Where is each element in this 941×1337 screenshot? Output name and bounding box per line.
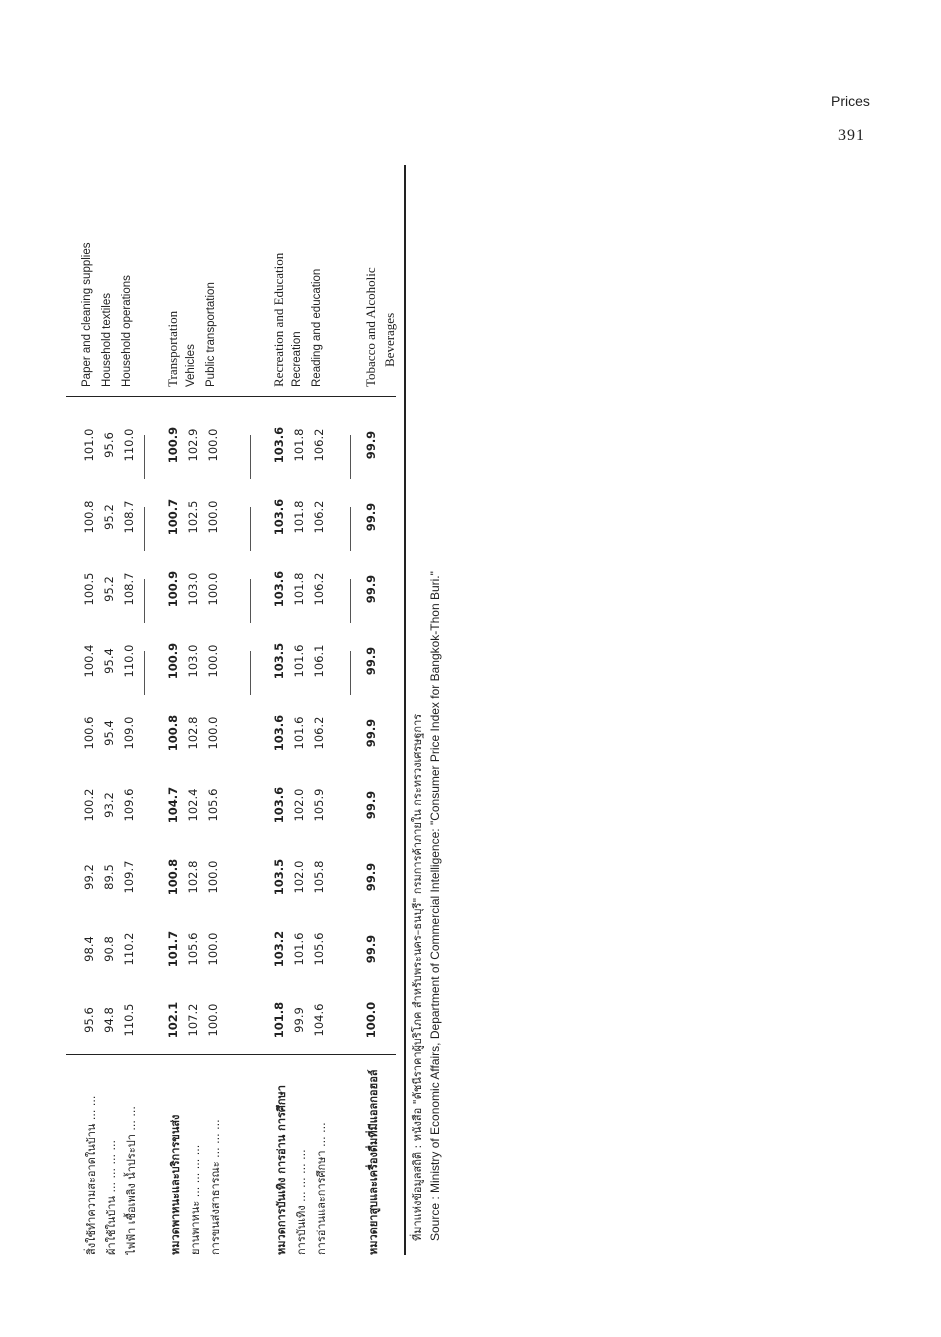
table-cell: 99.9 xyxy=(364,574,378,604)
table-cell: 100.0 xyxy=(206,716,220,750)
row-label-english: Recreation and Education xyxy=(271,252,286,387)
table-cell: 99.9 xyxy=(364,790,378,820)
table-cell: 100.8 xyxy=(166,858,180,896)
table-cell: 102.8 xyxy=(186,860,200,894)
table-bottom-rule xyxy=(404,165,406,1255)
page-number: 391 xyxy=(838,127,865,144)
table-cell: 103.0 xyxy=(186,572,200,606)
table-cell: 99.9 xyxy=(292,1007,306,1033)
table-cell: 101.8 xyxy=(292,572,306,606)
table-cell: 100.0 xyxy=(206,644,220,678)
row-separator xyxy=(144,435,145,479)
table-cell: 110.2 xyxy=(122,932,136,966)
row-label-thai: หมวดยาสูบและเครื่องดื่มที่มีแอลกอฮอล์ xyxy=(367,1069,380,1255)
table-cell: 99.9 xyxy=(364,430,378,460)
table-cell: 100.0 xyxy=(206,932,220,966)
table-cell: 106.2 xyxy=(312,572,326,606)
table-cell: 100.0 xyxy=(206,500,220,534)
table-cell: 101.0 xyxy=(82,428,96,462)
table-cell: 100.2 xyxy=(82,788,96,822)
table-cell: 102.5 xyxy=(186,500,200,534)
table-cell: 109.0 xyxy=(122,716,136,750)
table-cell: 99.9 xyxy=(364,718,378,748)
row-separator xyxy=(350,507,351,551)
table-cell: 105.8 xyxy=(312,860,326,894)
table-cell: 107.2 xyxy=(186,1003,200,1037)
table-cell: 100.5 xyxy=(82,572,96,606)
row-label-thai: ยานพาหนะ ... ... ... ... xyxy=(189,1144,202,1255)
page-section-label: Prices xyxy=(831,93,870,109)
table-right-rule xyxy=(66,396,396,397)
table-cell: 100.9 xyxy=(166,642,180,680)
table-cell: 100.0 xyxy=(206,428,220,462)
table-cell: 104.6 xyxy=(312,1003,326,1037)
table-cell: 109.6 xyxy=(122,788,136,822)
table-cell: 99.9 xyxy=(364,862,378,892)
table-cell: 94.8 xyxy=(102,1007,116,1033)
table-cell: 101.6 xyxy=(292,932,306,966)
table-cell: 102.4 xyxy=(186,788,200,822)
rotated-table-page xyxy=(64,165,464,1255)
table-cell: 100.6 xyxy=(82,716,96,750)
table-cell: 99.9 xyxy=(364,934,378,964)
row-separator xyxy=(250,579,251,623)
table-cell: 100.8 xyxy=(82,500,96,534)
table-cell: 89.5 xyxy=(102,864,116,890)
table-cell: 106.2 xyxy=(312,428,326,462)
table-cell: 106.2 xyxy=(312,716,326,750)
table-cell: 101.6 xyxy=(292,644,306,678)
table-cell: 100.4 xyxy=(82,644,96,678)
table-cell: 95.4 xyxy=(102,720,116,746)
table-cell: 93.2 xyxy=(102,792,116,818)
table-cell: 100.7 xyxy=(166,498,180,536)
table-cell: 103.2 xyxy=(272,930,286,968)
row-separator xyxy=(250,651,251,695)
table-cell: 104.7 xyxy=(166,786,180,824)
row-label-english: Household operations xyxy=(121,275,133,387)
row-label-thai: ผ้าใช้ในบ้าน ... ... ... ... xyxy=(105,1140,118,1255)
table-cell: 102.1 xyxy=(166,1001,180,1039)
table-cell: 103.6 xyxy=(272,786,286,824)
row-label-english: Household textiles xyxy=(101,293,113,387)
table-cell: 103.6 xyxy=(272,498,286,536)
table-cell: 95.2 xyxy=(102,504,116,530)
row-separator xyxy=(350,579,351,623)
table-cell: 101.7 xyxy=(166,930,180,968)
table-cell: 103.6 xyxy=(272,426,286,464)
row-separator xyxy=(250,435,251,479)
row-label-english: Tobacco and Alcoholic xyxy=(363,267,378,387)
row-separator xyxy=(250,507,251,551)
table-cell: 102.8 xyxy=(186,716,200,750)
table-cell: 102.0 xyxy=(292,860,306,894)
table-cell: 101.8 xyxy=(272,1001,286,1039)
table-cell: 100.9 xyxy=(166,570,180,608)
row-label-english-continued: Beverages xyxy=(382,312,397,367)
table-cell: 90.8 xyxy=(102,936,116,962)
table-cell: 95.4 xyxy=(102,648,116,674)
row-label-thai: การขนส่งสาธารณะ ... ... ... xyxy=(209,1119,222,1255)
table-cell: 95.2 xyxy=(102,576,116,602)
table-cell: 105.9 xyxy=(312,788,326,822)
table-cell: 109.7 xyxy=(122,860,136,894)
table-cell: 103.5 xyxy=(272,858,286,896)
table-cell: 103.6 xyxy=(272,714,286,752)
table-cell: 110.0 xyxy=(122,428,136,462)
table-cell: 101.6 xyxy=(292,716,306,750)
row-label-thai: การบันเทิง ... ... ... ... xyxy=(295,1149,308,1255)
table-cell: 99.9 xyxy=(364,502,378,532)
row-label-english: Public transportation xyxy=(205,282,217,387)
table-cell: 100.0 xyxy=(206,572,220,606)
row-label-english: Transportation xyxy=(165,310,180,387)
table-cell: 102.0 xyxy=(292,788,306,822)
table-cell: 100.8 xyxy=(166,714,180,752)
row-separator xyxy=(144,651,145,695)
table-cell: 108.7 xyxy=(122,572,136,606)
row-label-thai: หมวดพาหนะและบริการขนส่ง xyxy=(169,1114,182,1255)
source-note-thai: ที่มาแห่งข้อมูลสถิติ : หนังสือ "ดัชนีราคาผู้บริโภค สำหรับพระนคร–ธนบุรี" กรมการค้าภายใน กระทรวงเศรษฐการ xyxy=(411,713,424,1241)
row-label-english: Paper and cleaning supplies xyxy=(81,242,93,387)
row-label-english: Reading and education xyxy=(311,268,323,387)
table-cell: 98.4 xyxy=(82,936,96,962)
row-label-thai: ไฟฟ้า เชื้อเพลิง น้ำประปา ... ... xyxy=(125,1106,138,1255)
table-cell: 108.7 xyxy=(122,500,136,534)
row-label-thai: หมวดการบันเทิง การอ่าน การศึกษา xyxy=(275,1085,288,1255)
table-cell: 103.6 xyxy=(272,570,286,608)
table-cell: 105.6 xyxy=(312,932,326,966)
row-label-english: Recreation xyxy=(291,331,303,387)
table-cell: 110.0 xyxy=(122,644,136,678)
table-cell: 100.0 xyxy=(206,860,220,894)
table-cell: 95.6 xyxy=(102,432,116,458)
table-cell: 99.2 xyxy=(82,864,96,890)
table-cell: 106.1 xyxy=(312,644,326,678)
source-note-english: Source : Ministry of Economic Affairs, Department of Commercial Intelligence: "Consumer Price Index for Bangkok-Thon Buri." xyxy=(428,571,442,1241)
table-cell: 105.6 xyxy=(186,932,200,966)
row-separator xyxy=(144,507,145,551)
row-separator xyxy=(350,651,351,695)
table-cell: 100.9 xyxy=(166,426,180,464)
table-cell: 100.0 xyxy=(364,1001,378,1039)
table-cell: 103.5 xyxy=(272,642,286,680)
row-separator xyxy=(144,579,145,623)
row-label-thai: สิ่งใช้ทำความสะอาดในบ้าน ... ... xyxy=(85,1095,98,1255)
table-cell: 105.6 xyxy=(206,788,220,822)
table-cell: 110.5 xyxy=(122,1003,136,1037)
row-label-english: Vehicles xyxy=(185,344,197,387)
table-cell: 101.8 xyxy=(292,500,306,534)
table-cell: 99.9 xyxy=(364,646,378,676)
table-left-rule xyxy=(66,1054,396,1055)
table-cell: 101.8 xyxy=(292,428,306,462)
table-cell: 100.0 xyxy=(206,1003,220,1037)
row-label-thai: การอ่านและการศึกษา ... ... xyxy=(315,1122,328,1255)
table-cell: 95.6 xyxy=(82,1007,96,1033)
row-separator xyxy=(350,435,351,479)
table-cell: 103.0 xyxy=(186,644,200,678)
table-cell: 106.2 xyxy=(312,500,326,534)
table-cell: 102.9 xyxy=(186,428,200,462)
